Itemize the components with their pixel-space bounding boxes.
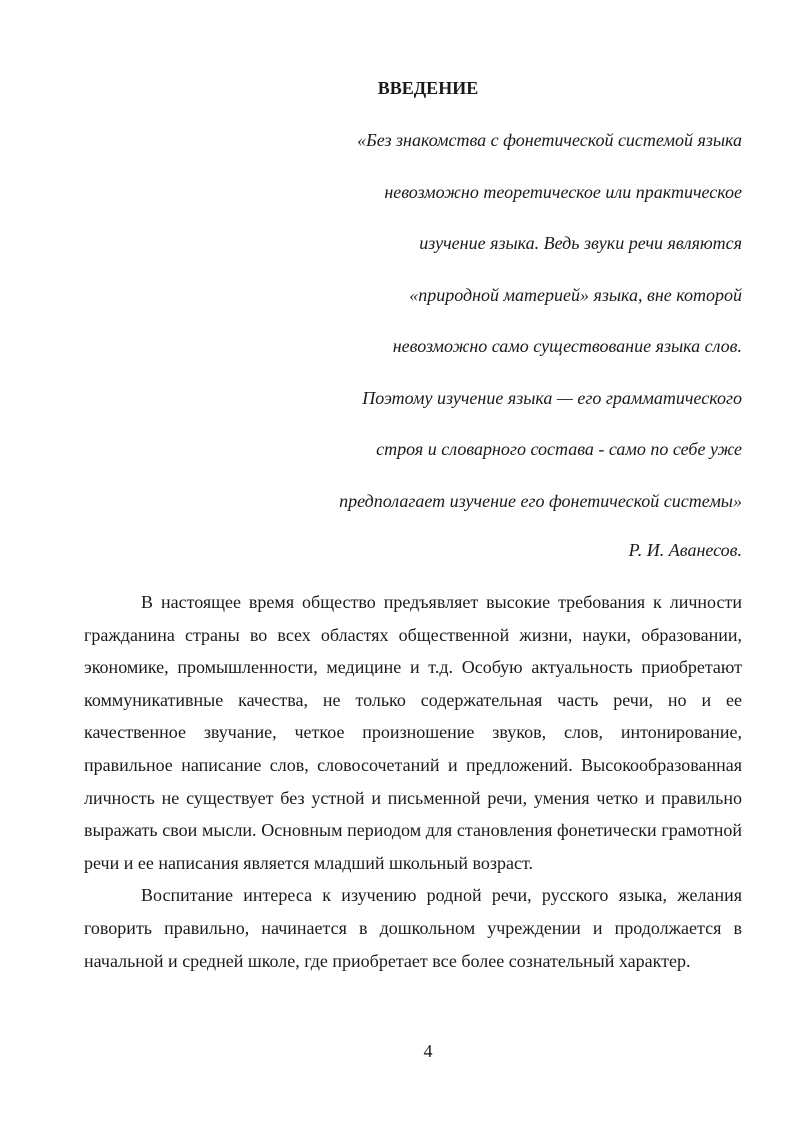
paragraph: В настоящее время общество предъявляет высокие требования к личности гражданина страны во всех областях общественной жизни, науки, образовании, экономике, промышленности, медицине и т.д. Особую актуальность приобретают коммуникативные качества, не только содержательная часть речи, но и ее качественное звучание, четкое произношение звуков, слов, интонирование, правильное написание слов, словосочетаний и предложений. Высокообразованная личность не существует без устной и письменной речи, умения четко и правильно выражать свои мысли. Основным периодом для становления фонетически грамотной речи и ее написания является младший школьный возраст. xyxy=(84,592,742,873)
paragraph: Воспитание интереса к изучению родной речи, русского языка, желания говорить правильно, начинается в дошкольном учреждении и продолжается в начальной и средней школе, где приобретает все более сознательный характер. xyxy=(84,885,742,971)
epigraph-author: Р. И. Аванесов. xyxy=(628,540,742,560)
section-title: ВВЕДЕНИЕ xyxy=(377,78,479,98)
epigraph-line: невозможно само существование языка слов. xyxy=(392,336,742,356)
page-number: 4 xyxy=(423,1041,433,1061)
epigraph-line: предполагает изучение его фонетической системы» xyxy=(339,490,742,511)
epigraph-line: изучение языка. Ведь звуки речи являются xyxy=(419,233,742,253)
body-text xyxy=(84,586,742,977)
epigraph-line: невозможно теоретическое или практическое xyxy=(384,181,742,202)
epigraph xyxy=(182,126,742,538)
epigraph-line: строя и словарного состава - само по себе уже xyxy=(376,439,742,459)
epigraph-line: «природной материей» языка, вне которой xyxy=(409,284,742,305)
epigraph-line: «Без знакомства с фонетической системой языка xyxy=(357,130,742,150)
epigraph-line: Поэтому изучение языка — его грамматического xyxy=(362,387,742,408)
